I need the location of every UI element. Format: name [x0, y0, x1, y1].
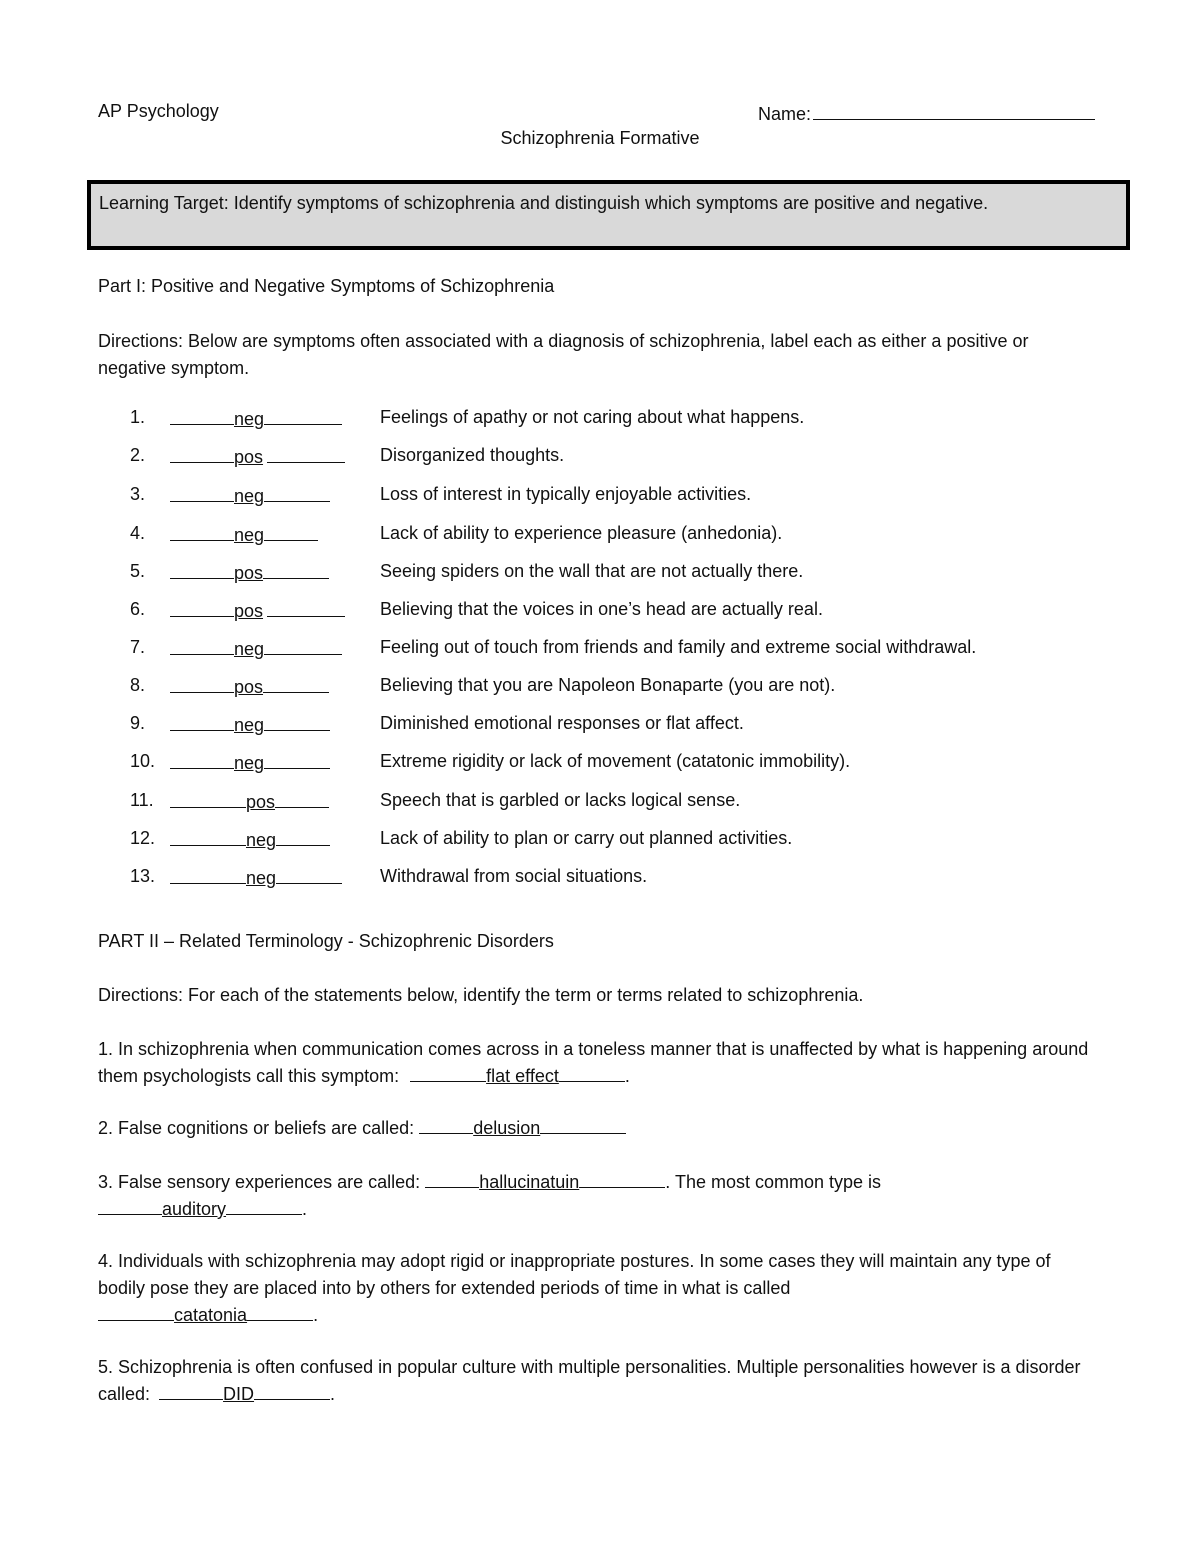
question-3 — [98, 1169, 1098, 1223]
list-item — [130, 828, 1130, 852]
item-text: Extreme rigidity or lack of movement (catatonic immobility). — [380, 751, 851, 771]
item-text: Speech that is garbled or lacks logical sense. — [380, 790, 741, 810]
question-4-text: 4. Individuals with schizophrenia may adopt rigid or inappropriate postures. In some cases they will maintain any type of bodily pose they are placed into by others for extended periods of time in what is called — [98, 1251, 1051, 1298]
question-3-answer-a[interactable]: hallucinatuin . — [425, 1172, 670, 1192]
list-item — [130, 561, 1130, 585]
item-text: Withdrawal from social situations. — [380, 866, 648, 886]
item-text: Diminished emotional responses or flat affect. — [380, 713, 744, 733]
part1-directions: Directions: Below are symptoms often associated with a diagnosis of schizophrenia, label each as either a positive or negative symptom. — [98, 331, 1029, 378]
item-text: Believing that you are Napoleon Bonaparte (you are not). — [380, 675, 836, 695]
part2-title: PART II – Related Terminology - Schizophrenic Disorders — [98, 931, 554, 951]
list-item — [130, 790, 1130, 814]
answer-blank[interactable]: neg — [170, 828, 360, 851]
question-3-mid-text: The most common type is — [674, 1172, 882, 1192]
question-2-text: 2. False cognitions or beliefs are called: — [98, 1118, 415, 1138]
item-number: 9. — [130, 713, 146, 733]
item-text: Feeling out of touch from friends and family and extreme social withdrawal. — [380, 637, 977, 657]
item-text: Lack of ability to plan or carry out planned activities. — [380, 828, 793, 848]
answer-blank[interactable]: pos — [170, 599, 360, 622]
name-field[interactable] — [758, 101, 1095, 125]
list-item — [130, 407, 1130, 431]
item-number: 10. — [130, 751, 156, 771]
item-text: Believing that the voices in one’s head are actually real. — [380, 599, 823, 619]
question-5-answer[interactable]: DID . — [155, 1384, 335, 1404]
list-item — [130, 866, 1130, 890]
item-number: 7. — [130, 637, 146, 657]
item-number: 12. — [130, 828, 156, 848]
question-2 — [98, 1115, 1098, 1142]
item-text: Lack of ability to experience pleasure (anhedonia). — [380, 523, 783, 543]
course-name: AP Psychology — [98, 101, 219, 121]
part2-directions: Directions: For each of the statements below, identify the term or terms related to schizophrenia. — [98, 985, 864, 1005]
list-item — [130, 599, 1130, 623]
answer-blank[interactable]: neg — [170, 407, 360, 430]
answer-blank[interactable]: neg — [170, 523, 360, 546]
item-number: 3. — [130, 484, 146, 504]
list-item — [130, 637, 1130, 661]
item-text: Disorganized thoughts. — [380, 445, 565, 465]
item-number: 4. — [130, 523, 146, 543]
name-label: Name: — [758, 104, 812, 124]
question-1 — [98, 1036, 1098, 1090]
learning-target-box — [87, 180, 1130, 250]
list-item — [130, 523, 1130, 547]
question-4-answer[interactable]: catatonia . — [98, 1305, 318, 1325]
list-item — [130, 484, 1130, 508]
page-title: Schizophrenia Formative — [500, 128, 700, 148]
answer-blank[interactable]: neg — [170, 713, 360, 736]
question-5-text: 5. Schizophrenia is often confused in popular culture with multiple personalities. Multiple personalities however is a disorder called: — [98, 1357, 1081, 1404]
learning-target-text: Learning Target: Identify symptoms of schizophrenia and distinguish which symptoms are positive and negative. — [99, 193, 989, 213]
list-item — [130, 751, 1130, 775]
list-item — [130, 713, 1130, 737]
item-number: 5. — [130, 561, 146, 581]
answer-blank[interactable]: pos — [170, 790, 360, 813]
item-text: Loss of interest in typically enjoyable activities. — [380, 484, 752, 504]
list-item — [130, 675, 1130, 699]
question-1-answer[interactable]: flat effect . — [404, 1066, 630, 1086]
answer-blank[interactable]: pos — [170, 445, 360, 468]
answer-blank[interactable]: neg — [170, 866, 360, 889]
question-2-answer[interactable]: delusion — [419, 1118, 626, 1138]
item-number: 11. — [130, 790, 154, 810]
answer-blank[interactable]: neg — [170, 637, 360, 660]
answer-blank[interactable]: neg — [170, 751, 360, 774]
item-text: Seeing spiders on the wall that are not actually there. — [380, 561, 804, 581]
name-blank[interactable] — [813, 101, 1095, 120]
answer-blank[interactable]: neg — [170, 484, 360, 507]
question-4 — [98, 1248, 1098, 1329]
item-number: 6. — [130, 599, 146, 619]
item-number: 1. — [130, 407, 146, 427]
answer-blank[interactable]: pos — [170, 561, 360, 584]
item-number: 13. — [130, 866, 156, 886]
question-5 — [98, 1354, 1098, 1408]
list-item — [130, 445, 1130, 469]
item-number: 8. — [130, 675, 146, 695]
question-3-text: 3. False sensory experiences are called: — [98, 1172, 421, 1192]
answer-blank[interactable]: pos — [170, 675, 360, 698]
item-text: Feelings of apathy or not caring about what happens. — [380, 407, 805, 427]
item-number: 2. — [130, 445, 146, 465]
question-3-answer-b[interactable]: auditory . — [98, 1199, 307, 1219]
part1-title: Part I: Positive and Negative Symptoms of Schizophrenia — [98, 276, 555, 296]
question-1-text: 1. In schizophrenia when communication comes across in a toneless manner that is unaffected by what is happening around them psychologists call this symptom: — [98, 1039, 1089, 1086]
